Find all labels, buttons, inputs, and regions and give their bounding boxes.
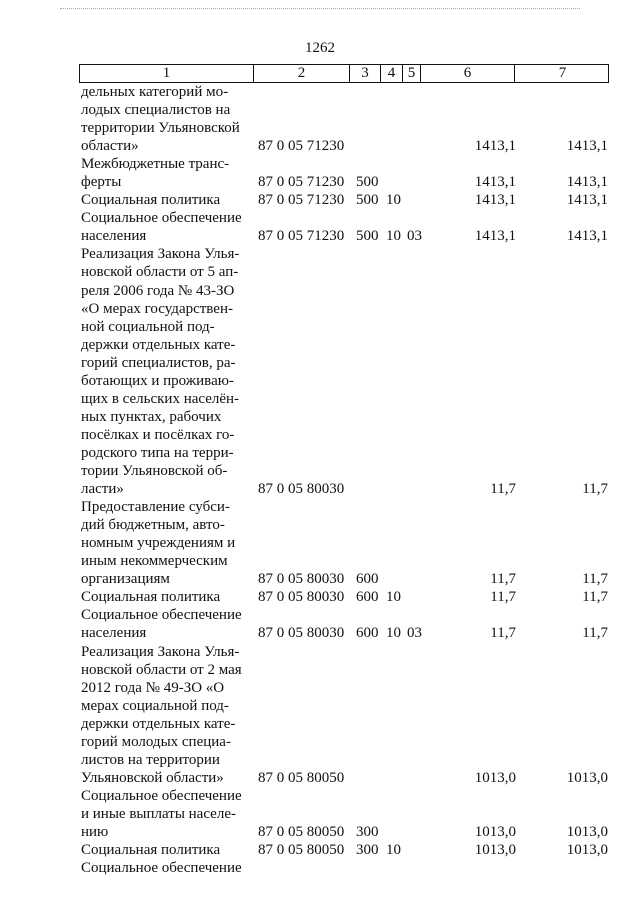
row-amount-col7: 11,7 [582, 571, 608, 588]
row-name: Реализация Закона Улья- новской области от 2 мая 2012 года № 49-ЗО «О мерах социальной под- держки отдельных кате- горий молодых специа- листов на территории Ульяновской области» [81, 643, 242, 786]
row-code: 87 0 05 71230 [258, 138, 345, 155]
row-code: 87 0 05 71230 [258, 228, 345, 245]
row-amount-col7: 1013,0 [566, 842, 608, 859]
row-col5: 03 [407, 625, 422, 642]
row-col4: 10 [386, 625, 401, 642]
table-header-row [79, 64, 609, 83]
row-amount-col6: 11,7 [490, 625, 516, 642]
row-code: 87 0 05 80050 [258, 823, 345, 840]
row-name: Социальное обеспечение и иные выплаты населе- нию [81, 787, 242, 840]
table-row [0, 191, 640, 209]
row-code: 87 0 05 71230 [258, 174, 345, 191]
table-row [0, 643, 640, 787]
row-amount-col6: 1013,0 [474, 842, 516, 859]
row-col4: 10 [386, 589, 401, 606]
row-name: дельных категорий мо- лодых специалистов на территории Ульяновской области» [81, 84, 240, 155]
table-row [0, 606, 640, 642]
column-header-5: 5 [402, 65, 420, 82]
row-col4: 10 [386, 842, 401, 859]
table-row [0, 155, 640, 191]
row-name: Социальное обеспечение [81, 860, 242, 877]
row-amount-col6: 1013,0 [474, 769, 516, 786]
row-col4: 10 [386, 192, 401, 209]
row-code: 87 0 05 80030 [258, 571, 345, 588]
row-col3: 500 [356, 228, 379, 245]
row-code: 87 0 05 80030 [258, 589, 345, 606]
row-code: 87 0 05 80050 [258, 842, 345, 859]
row-code: 87 0 05 80030 [258, 625, 345, 642]
row-name: Социальная политика [81, 842, 221, 859]
row-amount-col7: 11,7 [582, 481, 608, 498]
column-header-7: 7 [514, 65, 610, 82]
column-header-1: 1 [162, 65, 171, 81]
row-code: 87 0 05 80050 [258, 769, 345, 786]
row-name: Реализация Закона Улья- новской области от 5 ап- реля 2006 года № 43-ЗО «О мерах государствен- ной социальной под- держки отдельных кате- горий специалистов, ра- ботающих и проживаю- щих в сельских населён- ных пунктах, рабочих посёлках и посёлках го- родского типа на терри- тории Ульяновской об- ласти» [81, 246, 240, 498]
table-row [0, 787, 640, 841]
row-name: Социальная политика [81, 192, 221, 209]
row-amount-col7: 11,7 [582, 625, 608, 642]
row-amount-col7: 1413,1 [566, 192, 608, 209]
row-name: Предоставление субси- дий бюджетным, авто- номным учреждениям и иным некоммерческим организациям [81, 499, 236, 588]
table-row [0, 588, 640, 606]
row-amount-col6: 1013,0 [474, 823, 516, 840]
row-name: Социальная политика [81, 589, 221, 606]
page-number: 1262 [305, 40, 335, 56]
table-row [0, 859, 640, 877]
row-amount-col7: 1413,1 [566, 174, 608, 191]
row-code: 87 0 05 71230 [258, 192, 345, 209]
column-header-3: 3 [349, 65, 380, 82]
table-row [0, 498, 640, 588]
row-amount-col7: 11,7 [582, 589, 608, 606]
row-name: Межбюджетные транс- ферты [81, 156, 230, 191]
row-col3: 600 [356, 625, 379, 642]
column-header-2: 2 [253, 65, 349, 82]
table-row [0, 841, 640, 859]
table-row [0, 245, 640, 498]
row-amount-col6: 1413,1 [474, 138, 516, 155]
row-col3: 600 [356, 589, 379, 606]
row-col4: 10 [386, 228, 401, 245]
row-col3: 500 [356, 192, 379, 209]
row-amount-col7: 1413,1 [566, 228, 608, 245]
row-amount-col7: 1413,1 [566, 138, 608, 155]
table-row [0, 209, 640, 245]
row-amount-col7: 1013,0 [566, 769, 608, 786]
row-amount-col6: 11,7 [490, 571, 516, 588]
row-col3: 300 [356, 842, 379, 859]
row-amount-col7: 1013,0 [566, 823, 608, 840]
column-header-4: 4 [380, 65, 402, 82]
scan-edge-line [60, 8, 580, 11]
row-amount-col6: 1413,1 [474, 228, 516, 245]
row-amount-col6: 1413,1 [474, 192, 516, 209]
column-header-6: 6 [420, 65, 514, 82]
row-amount-col6: 11,7 [490, 481, 516, 498]
row-amount-col6: 11,7 [490, 589, 516, 606]
row-amount-col6: 1413,1 [474, 174, 516, 191]
table-row [0, 83, 640, 155]
row-col3: 600 [356, 571, 379, 588]
row-code: 87 0 05 80030 [258, 481, 345, 498]
row-col3: 300 [356, 823, 379, 840]
row-col3: 500 [356, 174, 379, 191]
row-name: Социальное обеспечение населения [81, 607, 242, 642]
row-col5: 03 [407, 228, 422, 245]
row-name: Социальное обеспечение населения [81, 210, 242, 245]
table-body [0, 83, 640, 877]
